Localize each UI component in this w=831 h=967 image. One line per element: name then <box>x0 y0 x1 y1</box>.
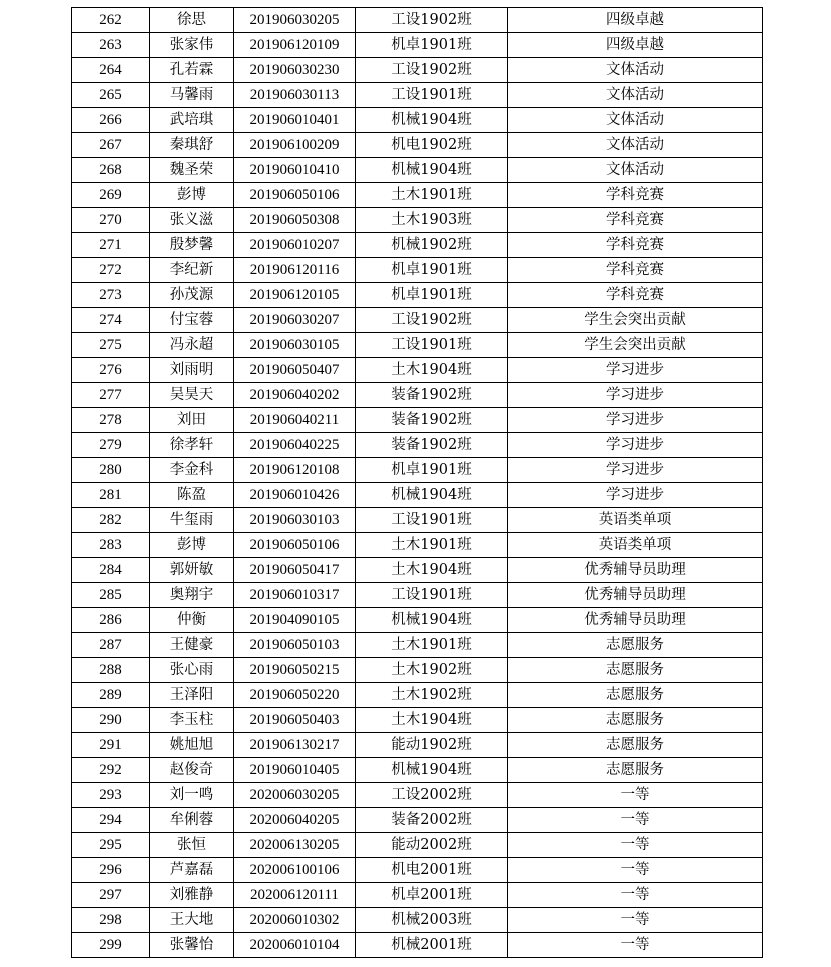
row-number-cell: 282 <box>72 508 150 533</box>
award-cell: 学习进步 <box>508 458 763 483</box>
student-id-cell: 201906010426 <box>234 483 356 508</box>
award-list-table <box>71 7 763 958</box>
student-name-cell: 牟俐蓉 <box>150 808 234 833</box>
class-cell: 装备1902班 <box>356 383 508 408</box>
class-cell: 机械1904班 <box>356 758 508 783</box>
student-id-cell: 201906040202 <box>234 383 356 408</box>
student-name-cell: 殷梦馨 <box>150 233 234 258</box>
student-id-cell: 201906050417 <box>234 558 356 583</box>
class-cell: 机卓1901班 <box>356 283 508 308</box>
student-id-cell: 201906050220 <box>234 683 356 708</box>
student-name-cell: 张义滋 <box>150 208 234 233</box>
student-name-cell: 徐思 <box>150 8 234 33</box>
row-number-cell: 285 <box>72 583 150 608</box>
row-number-cell: 277 <box>72 383 150 408</box>
student-id-cell: 201906130217 <box>234 733 356 758</box>
award-cell: 英语类单项 <box>508 533 763 558</box>
table-row <box>72 783 763 808</box>
student-id-cell: 202006010104 <box>234 933 356 958</box>
class-cell: 能动2002班 <box>356 833 508 858</box>
class-cell: 土木1904班 <box>356 708 508 733</box>
award-cell: 志愿服务 <box>508 758 763 783</box>
award-cell: 学科竞赛 <box>508 183 763 208</box>
student-id-cell: 201906030205 <box>234 8 356 33</box>
student-name-cell: 武培琪 <box>150 108 234 133</box>
class-cell: 土木1901班 <box>356 183 508 208</box>
student-id-cell: 201906030230 <box>234 58 356 83</box>
table-row <box>72 8 763 33</box>
row-number-cell: 276 <box>72 358 150 383</box>
row-number-cell: 262 <box>72 8 150 33</box>
student-id-cell: 201906040225 <box>234 433 356 458</box>
row-number-cell: 294 <box>72 808 150 833</box>
table-row <box>72 808 763 833</box>
student-name-cell: 芦嘉磊 <box>150 858 234 883</box>
student-name-cell: 彭博 <box>150 533 234 558</box>
table-row <box>72 683 763 708</box>
student-name-cell: 魏圣荣 <box>150 158 234 183</box>
row-number-cell: 263 <box>72 33 150 58</box>
class-cell: 土木1904班 <box>356 558 508 583</box>
award-cell: 文体活动 <box>508 58 763 83</box>
table-row <box>72 883 763 908</box>
student-id-cell: 201906050308 <box>234 208 356 233</box>
student-id-cell: 201906010410 <box>234 158 356 183</box>
award-cell: 学习进步 <box>508 433 763 458</box>
student-id-cell: 201906120108 <box>234 458 356 483</box>
row-number-cell: 280 <box>72 458 150 483</box>
table-row <box>72 708 763 733</box>
student-name-cell: 李纪新 <box>150 258 234 283</box>
row-number-cell: 288 <box>72 658 150 683</box>
student-id-cell: 202006010302 <box>234 908 356 933</box>
table-row <box>72 458 763 483</box>
class-cell: 机卓1901班 <box>356 258 508 283</box>
award-cell: 志愿服务 <box>508 733 763 758</box>
student-name-cell: 奥翔宇 <box>150 583 234 608</box>
student-name-cell: 孙茂源 <box>150 283 234 308</box>
table-row <box>72 583 763 608</box>
row-number-cell: 278 <box>72 408 150 433</box>
student-name-cell: 牛玺雨 <box>150 508 234 533</box>
student-name-cell: 陈盈 <box>150 483 234 508</box>
class-cell: 工设1901班 <box>356 333 508 358</box>
student-id-cell: 201906120109 <box>234 33 356 58</box>
class-cell: 机械2003班 <box>356 908 508 933</box>
row-number-cell: 268 <box>72 158 150 183</box>
award-cell: 一等 <box>508 783 763 808</box>
award-cell: 学习进步 <box>508 383 763 408</box>
table-row <box>72 83 763 108</box>
row-number-cell: 295 <box>72 833 150 858</box>
row-number-cell: 284 <box>72 558 150 583</box>
student-name-cell: 王大地 <box>150 908 234 933</box>
class-cell: 机械1904班 <box>356 158 508 183</box>
table-row <box>72 633 763 658</box>
row-number-cell: 266 <box>72 108 150 133</box>
student-id-cell: 201906050106 <box>234 533 356 558</box>
class-cell: 工设1901班 <box>356 83 508 108</box>
student-name-cell: 刘一鸣 <box>150 783 234 808</box>
class-cell: 装备1902班 <box>356 433 508 458</box>
class-cell: 机电2001班 <box>356 858 508 883</box>
row-number-cell: 298 <box>72 908 150 933</box>
row-number-cell: 287 <box>72 633 150 658</box>
class-cell: 土木1901班 <box>356 633 508 658</box>
award-cell: 优秀辅导员助理 <box>508 583 763 608</box>
row-number-cell: 267 <box>72 133 150 158</box>
student-id-cell: 201906100209 <box>234 133 356 158</box>
class-cell: 土木1903班 <box>356 208 508 233</box>
table-row <box>72 433 763 458</box>
student-name-cell: 王健豪 <box>150 633 234 658</box>
student-id-cell: 202006130205 <box>234 833 356 858</box>
table-row <box>72 908 763 933</box>
row-number-cell: 274 <box>72 308 150 333</box>
student-name-cell: 马馨雨 <box>150 83 234 108</box>
row-number-cell: 271 <box>72 233 150 258</box>
award-cell: 一等 <box>508 933 763 958</box>
award-cell: 优秀辅导员助理 <box>508 558 763 583</box>
award-cell: 文体活动 <box>508 83 763 108</box>
student-id-cell: 201906050407 <box>234 358 356 383</box>
table-row <box>72 308 763 333</box>
student-name-cell: 郭妍敏 <box>150 558 234 583</box>
class-cell: 工设1902班 <box>356 308 508 333</box>
award-cell: 一等 <box>508 883 763 908</box>
award-cell: 学生会突出贡献 <box>508 308 763 333</box>
student-id-cell: 201906120116 <box>234 258 356 283</box>
class-cell: 机械2001班 <box>356 933 508 958</box>
student-id-cell: 202006100106 <box>234 858 356 883</box>
table-body <box>72 8 763 958</box>
class-cell: 机卓1901班 <box>356 33 508 58</box>
award-cell: 一等 <box>508 908 763 933</box>
table-row <box>72 33 763 58</box>
table-row <box>72 133 763 158</box>
class-cell: 能动1902班 <box>356 733 508 758</box>
class-cell: 装备1902班 <box>356 408 508 433</box>
student-name-cell: 张心雨 <box>150 658 234 683</box>
award-cell: 一等 <box>508 808 763 833</box>
award-cell: 优秀辅导员助理 <box>508 608 763 633</box>
class-cell: 工设2002班 <box>356 783 508 808</box>
table-row <box>72 833 763 858</box>
student-id-cell: 201906050106 <box>234 183 356 208</box>
award-cell: 学生会突出贡献 <box>508 333 763 358</box>
table-row <box>72 383 763 408</box>
award-cell: 文体活动 <box>508 158 763 183</box>
award-cell: 英语类单项 <box>508 508 763 533</box>
student-name-cell: 徐孝轩 <box>150 433 234 458</box>
award-cell: 学科竞赛 <box>508 208 763 233</box>
award-cell: 四级卓越 <box>508 33 763 58</box>
student-name-cell: 冯永超 <box>150 333 234 358</box>
award-cell: 学科竞赛 <box>508 233 763 258</box>
table-row <box>72 758 763 783</box>
table-row <box>72 658 763 683</box>
student-name-cell: 姚旭旭 <box>150 733 234 758</box>
student-name-cell: 刘雨明 <box>150 358 234 383</box>
class-cell: 机卓1901班 <box>356 458 508 483</box>
student-name-cell: 张恒 <box>150 833 234 858</box>
student-id-cell: 201906010317 <box>234 583 356 608</box>
award-cell: 志愿服务 <box>508 633 763 658</box>
student-name-cell: 刘田 <box>150 408 234 433</box>
table-row <box>72 358 763 383</box>
award-cell: 志愿服务 <box>508 658 763 683</box>
student-name-cell: 秦琪舒 <box>150 133 234 158</box>
class-cell: 工设1901班 <box>356 508 508 533</box>
student-id-cell: 201906010207 <box>234 233 356 258</box>
student-name-cell: 彭博 <box>150 183 234 208</box>
student-name-cell: 仲衡 <box>150 608 234 633</box>
table-row <box>72 233 763 258</box>
table-row <box>72 858 763 883</box>
class-cell: 土木1902班 <box>356 658 508 683</box>
table-row <box>72 333 763 358</box>
table-row <box>72 483 763 508</box>
award-cell: 一等 <box>508 858 763 883</box>
table-row <box>72 533 763 558</box>
award-cell: 学科竞赛 <box>508 283 763 308</box>
award-cell: 志愿服务 <box>508 683 763 708</box>
award-cell: 学习进步 <box>508 408 763 433</box>
student-name-cell: 张家伟 <box>150 33 234 58</box>
student-id-cell: 201906120105 <box>234 283 356 308</box>
student-id-cell: 201904090105 <box>234 608 356 633</box>
student-id-cell: 201906050103 <box>234 633 356 658</box>
table-row <box>72 608 763 633</box>
row-number-cell: 270 <box>72 208 150 233</box>
student-id-cell: 201906030105 <box>234 333 356 358</box>
class-cell: 工设1902班 <box>356 58 508 83</box>
award-cell: 学习进步 <box>508 358 763 383</box>
table-row <box>72 558 763 583</box>
student-name-cell: 张馨怡 <box>150 933 234 958</box>
row-number-cell: 269 <box>72 183 150 208</box>
class-cell: 机械1904班 <box>356 483 508 508</box>
student-name-cell: 赵俊奇 <box>150 758 234 783</box>
table-row <box>72 933 763 958</box>
student-name-cell: 付宝蓉 <box>150 308 234 333</box>
award-cell: 四级卓越 <box>508 8 763 33</box>
award-cell: 学习进步 <box>508 483 763 508</box>
row-number-cell: 273 <box>72 283 150 308</box>
award-cell: 一等 <box>508 833 763 858</box>
class-cell: 机械1902班 <box>356 233 508 258</box>
award-cell: 学科竞赛 <box>508 258 763 283</box>
class-cell: 装备2002班 <box>356 808 508 833</box>
award-cell: 文体活动 <box>508 133 763 158</box>
table-row <box>72 408 763 433</box>
table-row <box>72 158 763 183</box>
student-id-cell: 201906050403 <box>234 708 356 733</box>
table-row <box>72 108 763 133</box>
table-row <box>72 208 763 233</box>
student-id-cell: 202006030205 <box>234 783 356 808</box>
student-id-cell: 201906040211 <box>234 408 356 433</box>
class-cell: 土木1901班 <box>356 533 508 558</box>
row-number-cell: 299 <box>72 933 150 958</box>
row-number-cell: 279 <box>72 433 150 458</box>
student-name-cell: 刘雅静 <box>150 883 234 908</box>
row-number-cell: 281 <box>72 483 150 508</box>
student-id-cell: 201906010405 <box>234 758 356 783</box>
row-number-cell: 296 <box>72 858 150 883</box>
class-cell: 工设1901班 <box>356 583 508 608</box>
class-cell: 土木1902班 <box>356 683 508 708</box>
row-number-cell: 292 <box>72 758 150 783</box>
row-number-cell: 272 <box>72 258 150 283</box>
student-id-cell: 202006120111 <box>234 883 356 908</box>
student-id-cell: 201906030207 <box>234 308 356 333</box>
student-id-cell: 202006040205 <box>234 808 356 833</box>
award-cell: 志愿服务 <box>508 708 763 733</box>
row-number-cell: 290 <box>72 708 150 733</box>
table-row <box>72 58 763 83</box>
student-id-cell: 201906010401 <box>234 108 356 133</box>
table-row <box>72 508 763 533</box>
student-name-cell: 李金科 <box>150 458 234 483</box>
class-cell: 土木1904班 <box>356 358 508 383</box>
row-number-cell: 293 <box>72 783 150 808</box>
class-cell: 机电1902班 <box>356 133 508 158</box>
row-number-cell: 283 <box>72 533 150 558</box>
row-number-cell: 286 <box>72 608 150 633</box>
student-name-cell: 吴昊天 <box>150 383 234 408</box>
class-cell: 机卓2001班 <box>356 883 508 908</box>
student-id-cell: 201906050215 <box>234 658 356 683</box>
row-number-cell: 297 <box>72 883 150 908</box>
table-row <box>72 733 763 758</box>
row-number-cell: 275 <box>72 333 150 358</box>
student-name-cell: 孔若霖 <box>150 58 234 83</box>
table-row <box>72 183 763 208</box>
student-id-cell: 201906030113 <box>234 83 356 108</box>
class-cell: 机械1904班 <box>356 608 508 633</box>
table-row <box>72 258 763 283</box>
class-cell: 机械1904班 <box>356 108 508 133</box>
row-number-cell: 264 <box>72 58 150 83</box>
row-number-cell: 265 <box>72 83 150 108</box>
student-name-cell: 李玉柱 <box>150 708 234 733</box>
award-cell: 文体活动 <box>508 108 763 133</box>
row-number-cell: 291 <box>72 733 150 758</box>
class-cell: 工设1902班 <box>356 8 508 33</box>
table-row <box>72 283 763 308</box>
student-id-cell: 201906030103 <box>234 508 356 533</box>
row-number-cell: 289 <box>72 683 150 708</box>
student-name-cell: 王泽阳 <box>150 683 234 708</box>
